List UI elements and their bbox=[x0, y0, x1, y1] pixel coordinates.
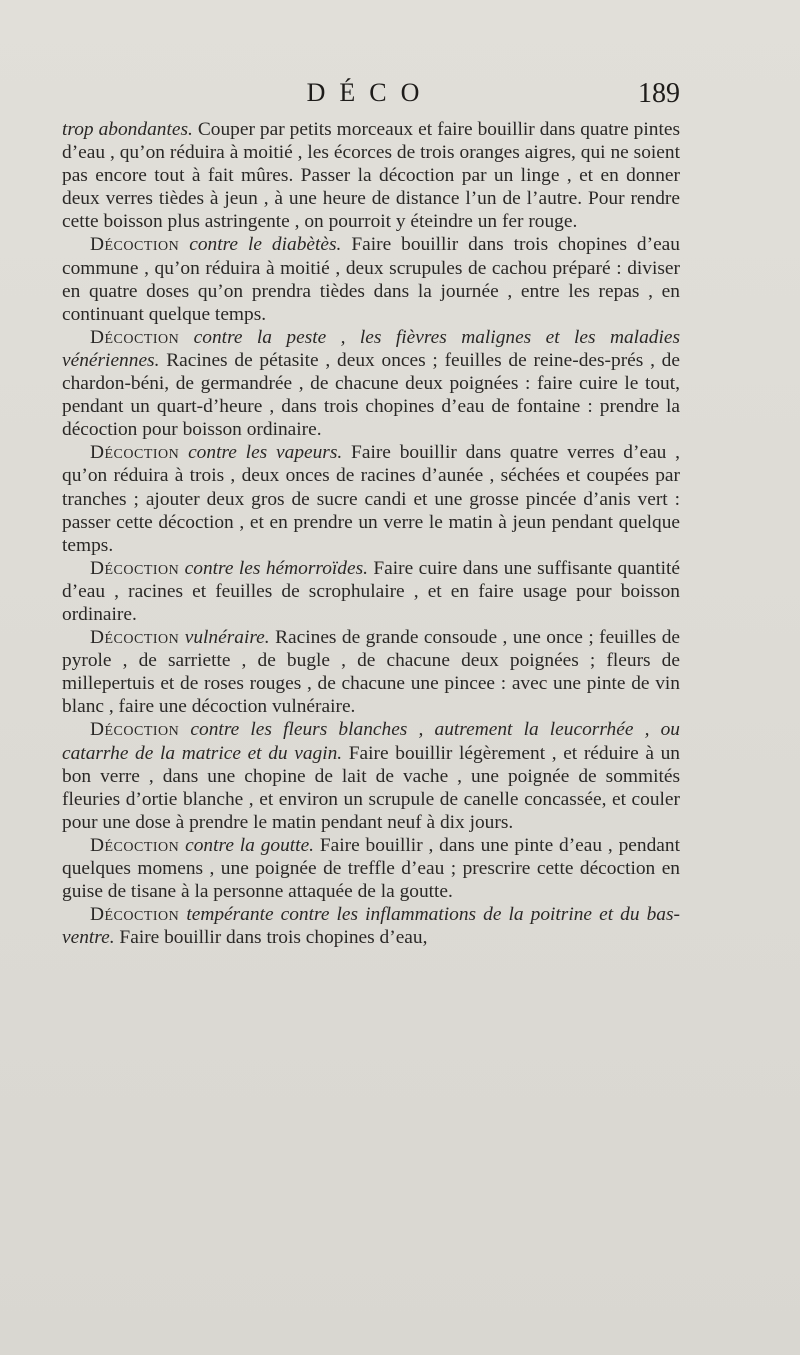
entry-vulneraire bbox=[62, 626, 680, 718]
entry-fleurs-blanches bbox=[62, 718, 680, 833]
entry-lead: Décoction bbox=[90, 904, 180, 926]
entry-lead: Décoction bbox=[90, 834, 180, 856]
entry-title: contre les fleurs blanches , autrement la leucorrhée , ou catarrhe de la matrice et du vagin. bbox=[62, 719, 680, 764]
entry-lead: Décoction bbox=[90, 557, 180, 579]
entry-text: Faire bouillir légèrement , et réduire à un bon verre , dans une chopine de lait de vache , une poignée de sommités fleuries d’ortie blanche , et environ un scrupule de canelle concassée, et couler pour une dose à prendre le matin pendant neuf à dix jours. bbox=[62, 742, 680, 833]
entry-text: Faire bouillir dans trois chopines d’eau commune , qu’on réduira à moitié , deux scrupules de cachou préparé : diviser en quatre doses qu’on prendra tièdes dans la journée , entre les repas , en continuant quelque temps. bbox=[62, 234, 680, 325]
entry-title: contre les vapeurs. bbox=[179, 442, 343, 464]
page-body bbox=[62, 118, 680, 949]
entry-goutte bbox=[62, 834, 680, 903]
entry-text: Couper par petits morceaux et faire bouillir dans quatre pintes d’eau , qu’on réduira à moitié , les écorces de trois oranges aigres, qui ne soient pas encore tout à fait mûres. Passer la décoction par un linge , et en donner deux verres tièdes à jeun , à une heure de distance l’un de l’autre. Pour rendre cette boisson plus astringente , on pourroit y éteindre un fer rouge. bbox=[62, 119, 680, 233]
entry-text: Racines de pétasite , deux onces ; feuilles de reine-des-prés , de chardon-béni, de germandrée , de chacune deux poignées : faire cuire le tout, pendant un quart-d’heure , dans trois chopines d’eau de fontaine : prendre la décoction pour boisson ordinaire. bbox=[62, 349, 680, 441]
entry-title: contre la goutte. bbox=[179, 834, 315, 856]
entry-peste bbox=[62, 326, 680, 441]
entry-diabetes bbox=[62, 233, 680, 325]
entry-title: contre les hémorroïdes. bbox=[179, 557, 368, 579]
entry-text: Racines de grande consoude , une once ; feuilles de pyrole , de sarriette , de bugle , de chacune deux poignées ; fleurs de millepertuis et de roses rouges , de chacune une pincee : avec une pinte de vin blanc , faire une décoction vulnéraire. bbox=[62, 627, 680, 718]
page-number: 189 bbox=[638, 78, 680, 109]
entry-vapeurs bbox=[62, 441, 680, 556]
running-head: DÉCO bbox=[306, 78, 434, 107]
entry-text: Faire bouillir dans quatre verres d’eau , qu’on réduira à trois , deux onces de racines d’aunée , séchées et coupées par tranches ; ajouter deux gros de sucre candi et une grosse pincée d’anis vert : passer cette décoction , et en prendre un verre le matin à jeun pendant quelque temps. bbox=[62, 442, 681, 556]
entry-text: Faire bouillir , dans une pinte d’eau , pendant quelques momens , une poignée de treffle d’eau ; prescrire cette décoction en guise de tisane à la personne attaquée de la goutte. bbox=[62, 834, 680, 903]
entry-title: tempérante contre les inflammations de la poitrine et du bas-ventre. bbox=[62, 904, 680, 949]
page-header bbox=[60, 78, 680, 114]
entry-text: Faire bouillir dans trois chopines d’eau, bbox=[114, 927, 428, 949]
entry-hemorroides bbox=[62, 557, 680, 626]
entry-text: Faire cuire dans une suffisante quantité d’eau , racines et feuilles de scrophulaire , et en faire usage pour boisson ordinaire. bbox=[62, 557, 680, 625]
entry-lead: Décoction bbox=[90, 326, 180, 348]
entry-title: vulnéraire. bbox=[179, 627, 270, 649]
entry-title: trop abondantes. bbox=[62, 119, 193, 140]
entry-title: contre la peste , les fièvres malignes et les maladies vénériennes. bbox=[62, 326, 680, 371]
entry-lead: Décoction bbox=[90, 234, 180, 256]
entry-lead: Décoction bbox=[90, 719, 180, 741]
entry-title: contre le diabètès. bbox=[179, 234, 342, 256]
entry-lead: Décoction bbox=[90, 627, 180, 649]
paragraph-continuation bbox=[62, 118, 680, 233]
entry-lead: Décoction bbox=[90, 442, 180, 464]
entry-temperante bbox=[62, 903, 680, 949]
